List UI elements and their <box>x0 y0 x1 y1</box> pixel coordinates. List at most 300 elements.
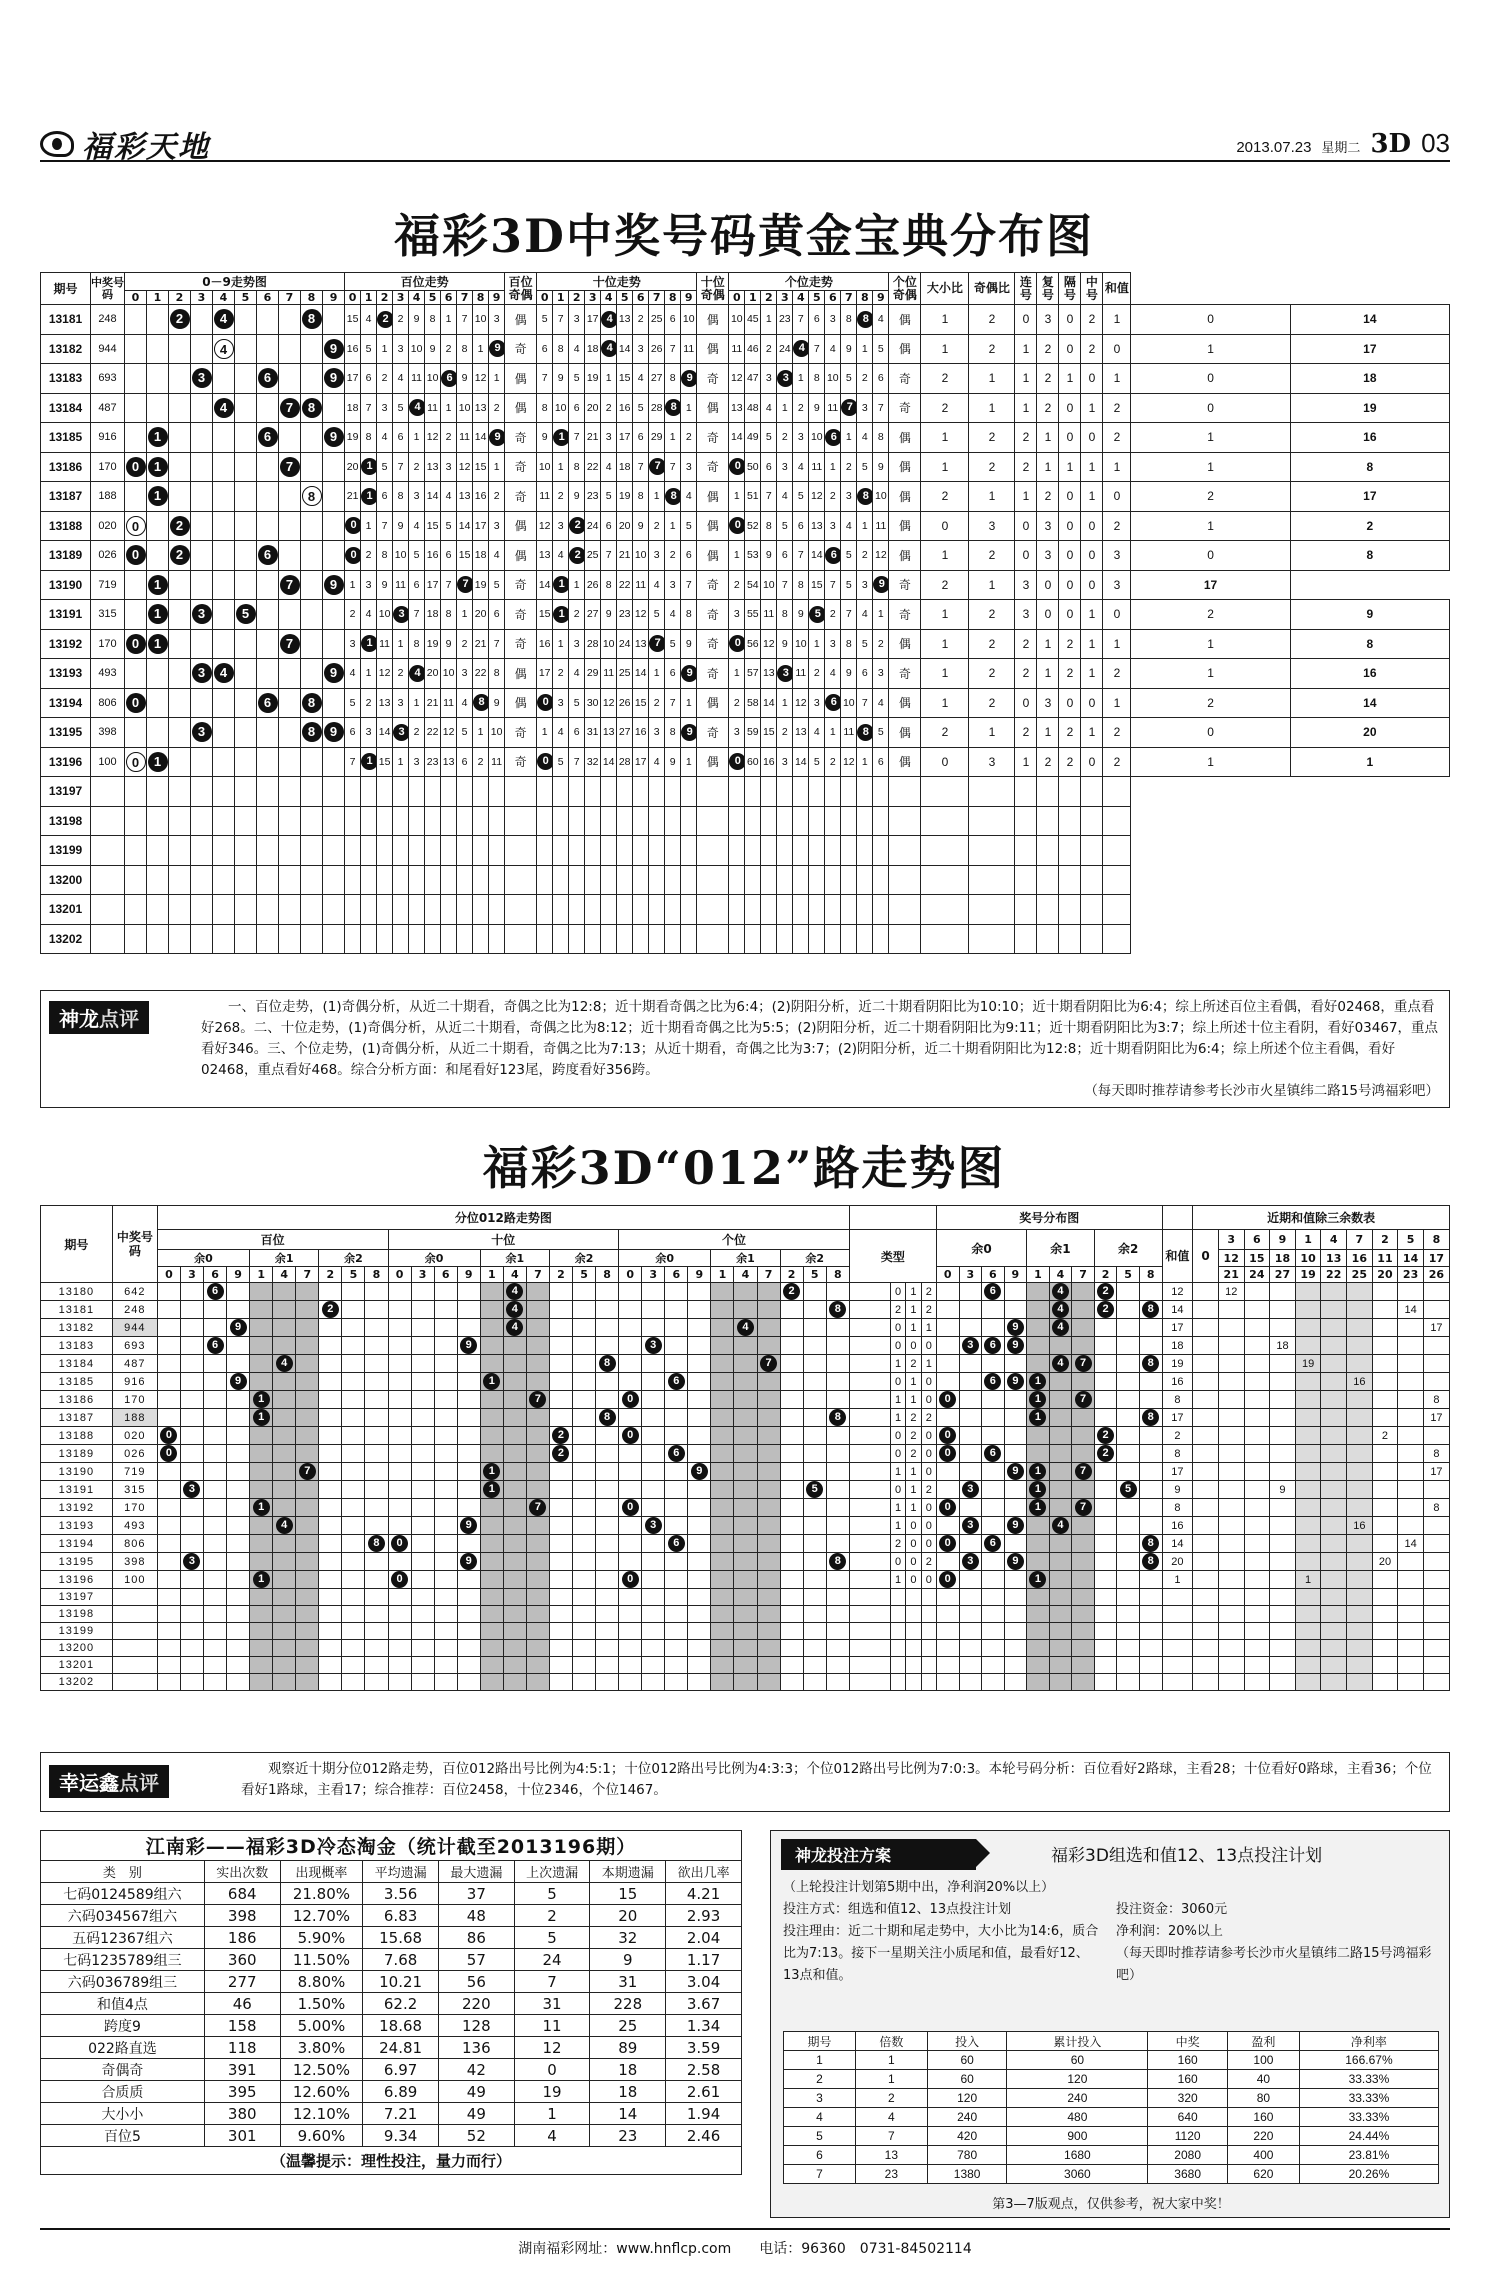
empty-cell <box>1027 1606 1050 1623</box>
dist-cell <box>1004 1571 1027 1589</box>
empty-cell <box>729 865 745 895</box>
empty-cell <box>1072 1674 1095 1691</box>
stat-cell: 2 <box>1131 688 1290 718</box>
pos-cell <box>549 1535 572 1553</box>
dist-ball: 6 <box>984 1445 1001 1462</box>
empty-cell <box>793 865 809 895</box>
empty-cell <box>319 1606 342 1623</box>
pos-ball: 8 <box>829 1409 846 1426</box>
empty-cell <box>889 806 921 836</box>
recent-cell <box>1193 1553 1219 1571</box>
future-row <box>41 1640 1450 1657</box>
empty-cell <box>777 865 793 895</box>
dist-cell <box>191 482 213 512</box>
empty-cell <box>585 777 601 807</box>
bai-cell: 14 <box>377 718 393 748</box>
pos-ball: 9 <box>460 1517 477 1534</box>
lian-header: 连号 <box>1015 273 1037 305</box>
table-row <box>41 1499 1450 1517</box>
empty-cell <box>1372 1674 1398 1691</box>
pos-cell <box>319 1301 342 1319</box>
ge-cell: 11 <box>841 718 857 748</box>
empty-cell <box>1103 806 1131 836</box>
dist-cell <box>1139 1301 1162 1319</box>
empty-cell <box>681 777 697 807</box>
pos-cell <box>757 1481 780 1499</box>
dist-ball: 1 <box>148 604 168 624</box>
digit-header: 9 <box>323 291 345 305</box>
ge-cell: 4 <box>873 688 889 718</box>
shi-cell: 8 <box>681 600 697 630</box>
pos-cell <box>665 1301 688 1319</box>
empty-cell <box>596 1589 619 1606</box>
empty-cell <box>1049 1623 1072 1640</box>
empty-cell <box>91 777 125 807</box>
ge-cell: 11 <box>873 511 889 541</box>
bai-cell: 1 <box>377 334 393 364</box>
bai-cell: 1 <box>409 688 425 718</box>
pos-cell <box>619 1481 642 1499</box>
dist-cell <box>959 1373 982 1391</box>
pos-cell <box>573 1337 596 1355</box>
table-row <box>41 659 1450 689</box>
issue-cell: 13188 <box>41 511 91 541</box>
ge-ball: 6 <box>825 429 841 446</box>
dist-cell <box>1004 1445 1027 1463</box>
dist-cell <box>982 1535 1005 1553</box>
pos-cell <box>642 1319 665 1337</box>
dist-cell <box>213 747 235 777</box>
empty-cell <box>1423 1657 1449 1674</box>
pos-cell <box>365 1409 388 1427</box>
ge-ball: 8 <box>857 724 873 741</box>
empty-cell <box>596 1623 619 1640</box>
empty-cell <box>191 806 213 836</box>
issue-cell: 13189 <box>41 541 91 571</box>
stat-cell: 2 <box>1037 747 1059 777</box>
empty-cell <box>169 924 191 954</box>
dist-cell <box>1072 1301 1095 1319</box>
pos-cell <box>803 1391 826 1409</box>
pos-cell <box>434 1319 457 1337</box>
recent-cell <box>1321 1391 1347 1409</box>
pos-cell <box>503 1319 526 1337</box>
recent-cell <box>1244 1463 1270 1481</box>
empty-cell <box>921 1589 936 1606</box>
bai-cell: 6 <box>345 718 361 748</box>
fucai-logo-icon <box>40 131 74 157</box>
empty-cell <box>180 1606 203 1623</box>
dist-ball: 2 <box>1097 1283 1114 1300</box>
empty-cell <box>959 1623 982 1640</box>
dist-cell <box>323 541 345 571</box>
empty-cell <box>1094 1606 1117 1623</box>
shi-cell: 16 <box>537 629 553 659</box>
type-cell: 1 <box>906 1463 921 1481</box>
empty-cell <box>342 1623 365 1640</box>
he-cell: 8 <box>1162 1391 1193 1409</box>
empty-cell <box>1295 1606 1321 1623</box>
dist-cell <box>1094 1571 1117 1589</box>
empty-cell <box>526 1623 549 1640</box>
pos-cell <box>503 1355 526 1373</box>
recent-cell <box>1398 1283 1424 1301</box>
pos-cell <box>388 1445 411 1463</box>
win-number-cell: 806 <box>91 688 125 718</box>
stat-cell: 0 <box>1059 305 1081 335</box>
pos-cell <box>227 1319 250 1337</box>
win-number-cell: 170 <box>91 629 125 659</box>
ge-cell: 5 <box>857 629 873 659</box>
recent-cell <box>1295 1337 1321 1355</box>
cold-cell: 31 <box>590 1971 666 1993</box>
pos-cell <box>342 1535 365 1553</box>
ge-cell: 2 <box>825 747 841 777</box>
recent-cell <box>1218 1427 1244 1445</box>
empty-cell <box>803 1589 826 1606</box>
dist-cell <box>1094 1517 1117 1535</box>
recent-cell <box>1321 1571 1347 1589</box>
stat-cell: 8 <box>1290 629 1449 659</box>
recent-cell <box>1321 1373 1347 1391</box>
dist-cell <box>323 659 345 689</box>
empty-cell <box>649 895 665 925</box>
recent-cell <box>1372 1373 1398 1391</box>
empty-cell <box>411 1589 434 1606</box>
empty-cell <box>1321 1657 1347 1674</box>
digit-header: 5 <box>425 291 441 305</box>
pos-ball: 3 <box>645 1337 662 1354</box>
cold-cell: 395 <box>204 2081 280 2103</box>
recent-cell <box>1321 1517 1347 1535</box>
dist-cell <box>169 718 191 748</box>
dist-cell <box>125 364 147 394</box>
pos-cell <box>573 1427 596 1445</box>
bai-cell: 7 <box>489 629 505 659</box>
pos-cell <box>273 1283 296 1301</box>
dist-ball: 8 <box>302 486 322 506</box>
recent-cell <box>1321 1283 1347 1301</box>
header-row-1 <box>41 1206 1450 1230</box>
bai-cell <box>361 482 377 512</box>
pos-cell <box>619 1409 642 1427</box>
pos-cell <box>296 1571 319 1589</box>
pos-cell <box>204 1409 227 1427</box>
dist-cell <box>169 393 191 423</box>
empty-cell <box>125 924 147 954</box>
cold-table <box>40 1830 742 2175</box>
empty-cell <box>573 1674 596 1691</box>
shi-cell: 10 <box>681 305 697 335</box>
empty-cell <box>489 924 505 954</box>
dist-cell <box>213 659 235 689</box>
recent-top: 6 <box>1244 1230 1270 1250</box>
empty-cell <box>826 1640 849 1657</box>
future-row <box>41 1657 1450 1674</box>
pos-cell <box>411 1409 434 1427</box>
ge-cell: 48 <box>745 393 761 423</box>
table-row <box>41 1463 1450 1481</box>
empty-cell <box>125 806 147 836</box>
pos-cell <box>803 1301 826 1319</box>
dist-cell <box>147 452 169 482</box>
header-row-1 <box>41 273 1450 291</box>
empty-cell <box>457 1589 480 1606</box>
empty-cell <box>697 836 729 866</box>
bai-cell: 9 <box>377 570 393 600</box>
bai-cell: 1 <box>473 718 489 748</box>
recent-cell <box>1423 1571 1449 1589</box>
shi-ball: 9 <box>681 370 697 387</box>
issue-cell: 13180 <box>41 1283 113 1301</box>
digit-header: 3 <box>393 291 409 305</box>
dist-ball: 4 <box>1052 1517 1069 1534</box>
empty-cell <box>1015 836 1037 866</box>
cold-header: 本期遗漏 <box>590 1861 666 1883</box>
dist-ball: 9 <box>1007 1553 1024 1570</box>
empty-cell <box>1081 924 1103 954</box>
empty-cell <box>361 895 377 925</box>
dist-cell <box>982 1391 1005 1409</box>
ge-cell <box>729 452 745 482</box>
pos-cell <box>642 1427 665 1445</box>
recent-cell <box>1321 1355 1347 1373</box>
pos-cell <box>180 1283 203 1301</box>
ge-cell: 5 <box>841 570 857 600</box>
pos-cell <box>803 1409 826 1427</box>
ge-ball: 0 <box>729 635 745 652</box>
empty-cell <box>345 777 361 807</box>
recent-cell: 17 <box>1423 1409 1449 1427</box>
table-row <box>41 1391 1450 1409</box>
shi-cell: 15 <box>633 688 649 718</box>
stat-cell: 2 <box>921 570 969 600</box>
bai-cell: 17 <box>473 511 489 541</box>
digit-header: 8 <box>473 291 489 305</box>
shi-cell: 3 <box>601 423 617 453</box>
dist-cell <box>169 541 191 571</box>
dist-cell <box>235 659 257 689</box>
pos-cell <box>803 1283 826 1301</box>
dist-cell <box>1139 1355 1162 1373</box>
shi-cell: 28 <box>617 747 633 777</box>
cold-cell: 24.81 <box>363 2037 439 2059</box>
he-cell: 17 <box>1162 1319 1193 1337</box>
bai-cell: 8 <box>377 541 393 571</box>
dist-cell <box>1027 1445 1050 1463</box>
type-pad <box>849 1535 890 1553</box>
pos-ball: 2 <box>552 1445 569 1462</box>
he-cell: 14 <box>1162 1535 1193 1553</box>
dist-ball: 9 <box>1007 1319 1024 1336</box>
cold-cell: 大小小 <box>41 2103 205 2125</box>
issue-cell: 13181 <box>41 305 91 335</box>
dist-cell <box>1139 1499 1162 1517</box>
win-number-cell: 642 <box>112 1283 157 1301</box>
pos-cell <box>711 1301 734 1319</box>
empty-cell <box>457 1623 480 1640</box>
pos-cell <box>319 1337 342 1355</box>
dist-cell <box>982 1427 1005 1445</box>
shi-cell: 3 <box>553 688 569 718</box>
dist-yu0: 余0 <box>936 1230 1026 1267</box>
empty-cell <box>982 1657 1005 1674</box>
type-cell: 1 <box>890 1463 905 1481</box>
plan-cell: 220 <box>1227 2127 1299 2146</box>
empty-cell <box>617 806 633 836</box>
recent-cell: 8 <box>1423 1445 1449 1463</box>
yu0-header: 余0 <box>157 1250 249 1267</box>
pos-cell <box>665 1517 688 1535</box>
dist-cell <box>125 659 147 689</box>
issue-cell: 13183 <box>41 1337 113 1355</box>
pos-cell <box>342 1409 365 1427</box>
pos-cell <box>549 1301 572 1319</box>
empty-cell <box>409 865 425 895</box>
plan-row <box>784 2070 1439 2089</box>
empty-cell <box>633 806 649 836</box>
cold-cell: 49 <box>438 2103 514 2125</box>
empty-cell <box>537 806 553 836</box>
empty-cell <box>1218 1589 1244 1606</box>
dist-cell <box>936 1283 959 1301</box>
pos-cell <box>227 1553 250 1571</box>
win-number-cell: 315 <box>91 600 125 630</box>
empty-cell <box>857 895 873 925</box>
dist-cell <box>1117 1571 1140 1589</box>
empty-cell <box>1193 1589 1219 1606</box>
empty-cell <box>235 865 257 895</box>
empty-cell <box>1027 1589 1050 1606</box>
empty-cell <box>757 1657 780 1674</box>
shi-cell <box>553 600 569 630</box>
pos-cell <box>227 1283 250 1301</box>
empty-cell <box>734 1589 757 1606</box>
ge-ball: 9 <box>873 576 889 593</box>
empty-cell <box>619 1589 642 1606</box>
recent-top: 2 <box>1372 1230 1398 1250</box>
ge-cell: 55 <box>745 600 761 630</box>
cold-cell: 奇偶奇 <box>41 2059 205 2081</box>
dist-cell <box>213 570 235 600</box>
digit-header: 9 <box>489 291 505 305</box>
empty-cell <box>503 1589 526 1606</box>
dist-ball: 6 <box>258 368 278 388</box>
bai-cell: 5 <box>377 452 393 482</box>
cold-tip: （温馨提示：理性投注，量力而行） <box>41 2147 742 2175</box>
ge-cell: 52 <box>745 511 761 541</box>
empty-cell <box>1295 1640 1321 1657</box>
bai-ball: 1 <box>361 488 377 505</box>
bai-cell: 3 <box>409 482 425 512</box>
pos-cell <box>273 1481 296 1499</box>
dist-cell <box>1049 1319 1072 1337</box>
dist-cell <box>1049 1283 1072 1301</box>
empty-cell <box>323 924 345 954</box>
shi-cell: 1 <box>681 393 697 423</box>
empty-cell <box>803 1657 826 1674</box>
stat-cell: 2 <box>969 452 1015 482</box>
dist-cell <box>1027 1355 1050 1373</box>
bai-cell: 4 <box>345 659 361 689</box>
cold-cell: 六码036789组三 <box>41 1971 205 1993</box>
stat-cell: 1 <box>969 482 1015 512</box>
shi-ball: 7 <box>649 458 665 475</box>
shi-cell: 7 <box>665 688 681 718</box>
cold-cell: 391 <box>204 2059 280 2081</box>
empty-cell <box>112 1606 157 1623</box>
dist-ball: 9 <box>1007 1373 1024 1390</box>
dist-cell <box>1094 1319 1117 1337</box>
recent-cell <box>1270 1571 1296 1589</box>
dist-cell <box>213 688 235 718</box>
pos-cell <box>642 1481 665 1499</box>
ge-cell: 50 <box>745 452 761 482</box>
empty-cell <box>227 1674 250 1691</box>
empty-cell <box>1398 1589 1424 1606</box>
empty-cell <box>1218 1657 1244 1674</box>
dist-ball: 2 <box>170 545 190 565</box>
pos-cell <box>803 1355 826 1373</box>
dist-cell <box>323 364 345 394</box>
empty-cell <box>425 777 441 807</box>
pos-ball: 0 <box>622 1499 639 1516</box>
cold-header-row <box>41 1861 742 1883</box>
empty-cell <box>873 836 889 866</box>
empty-cell <box>537 836 553 866</box>
ge-cell: 13 <box>809 511 825 541</box>
empty-cell <box>1037 865 1059 895</box>
dist-cell <box>213 718 235 748</box>
empty-cell <box>665 895 681 925</box>
pos-cell <box>803 1571 826 1589</box>
dist-cell <box>1072 1409 1095 1427</box>
cold-cell: 57 <box>438 1949 514 1971</box>
chart1-title: 福彩3D中奖号码黄金宝典分布图 <box>394 209 1094 263</box>
dist-cell <box>1072 1553 1095 1571</box>
empty-cell <box>204 1589 227 1606</box>
recent-header: 近期和值除三余数表 <box>1193 1206 1450 1230</box>
shi-cell: 5 <box>649 600 665 630</box>
pos-cell <box>826 1553 849 1571</box>
empty-cell <box>411 1623 434 1640</box>
pos-cell <box>227 1535 250 1553</box>
type-cell: 0 <box>921 1463 936 1481</box>
dist-cell <box>1094 1499 1117 1517</box>
pos-cell <box>619 1301 642 1319</box>
empty-cell <box>279 777 301 807</box>
type-cell: 2 <box>921 1481 936 1499</box>
empty-cell <box>180 1623 203 1640</box>
ge-ball: 5 <box>809 606 825 623</box>
dist-ball: 8 <box>302 398 322 418</box>
shi-cell: 4 <box>601 452 617 482</box>
empty-cell <box>191 865 213 895</box>
empty-cell <box>585 836 601 866</box>
recent-cell <box>1244 1481 1270 1499</box>
pos-cell <box>434 1535 457 1553</box>
empty-cell <box>147 836 169 866</box>
dist-cell <box>125 718 147 748</box>
table-row <box>41 1427 1450 1445</box>
cold-cell: 52 <box>438 2125 514 2147</box>
pos-cell <box>273 1337 296 1355</box>
he-cell: 8 <box>1162 1445 1193 1463</box>
stat-cell: 0 <box>1015 541 1037 571</box>
issue-cell: 13202 <box>41 1674 113 1691</box>
empty-cell <box>169 777 191 807</box>
pos-cell <box>180 1355 203 1373</box>
